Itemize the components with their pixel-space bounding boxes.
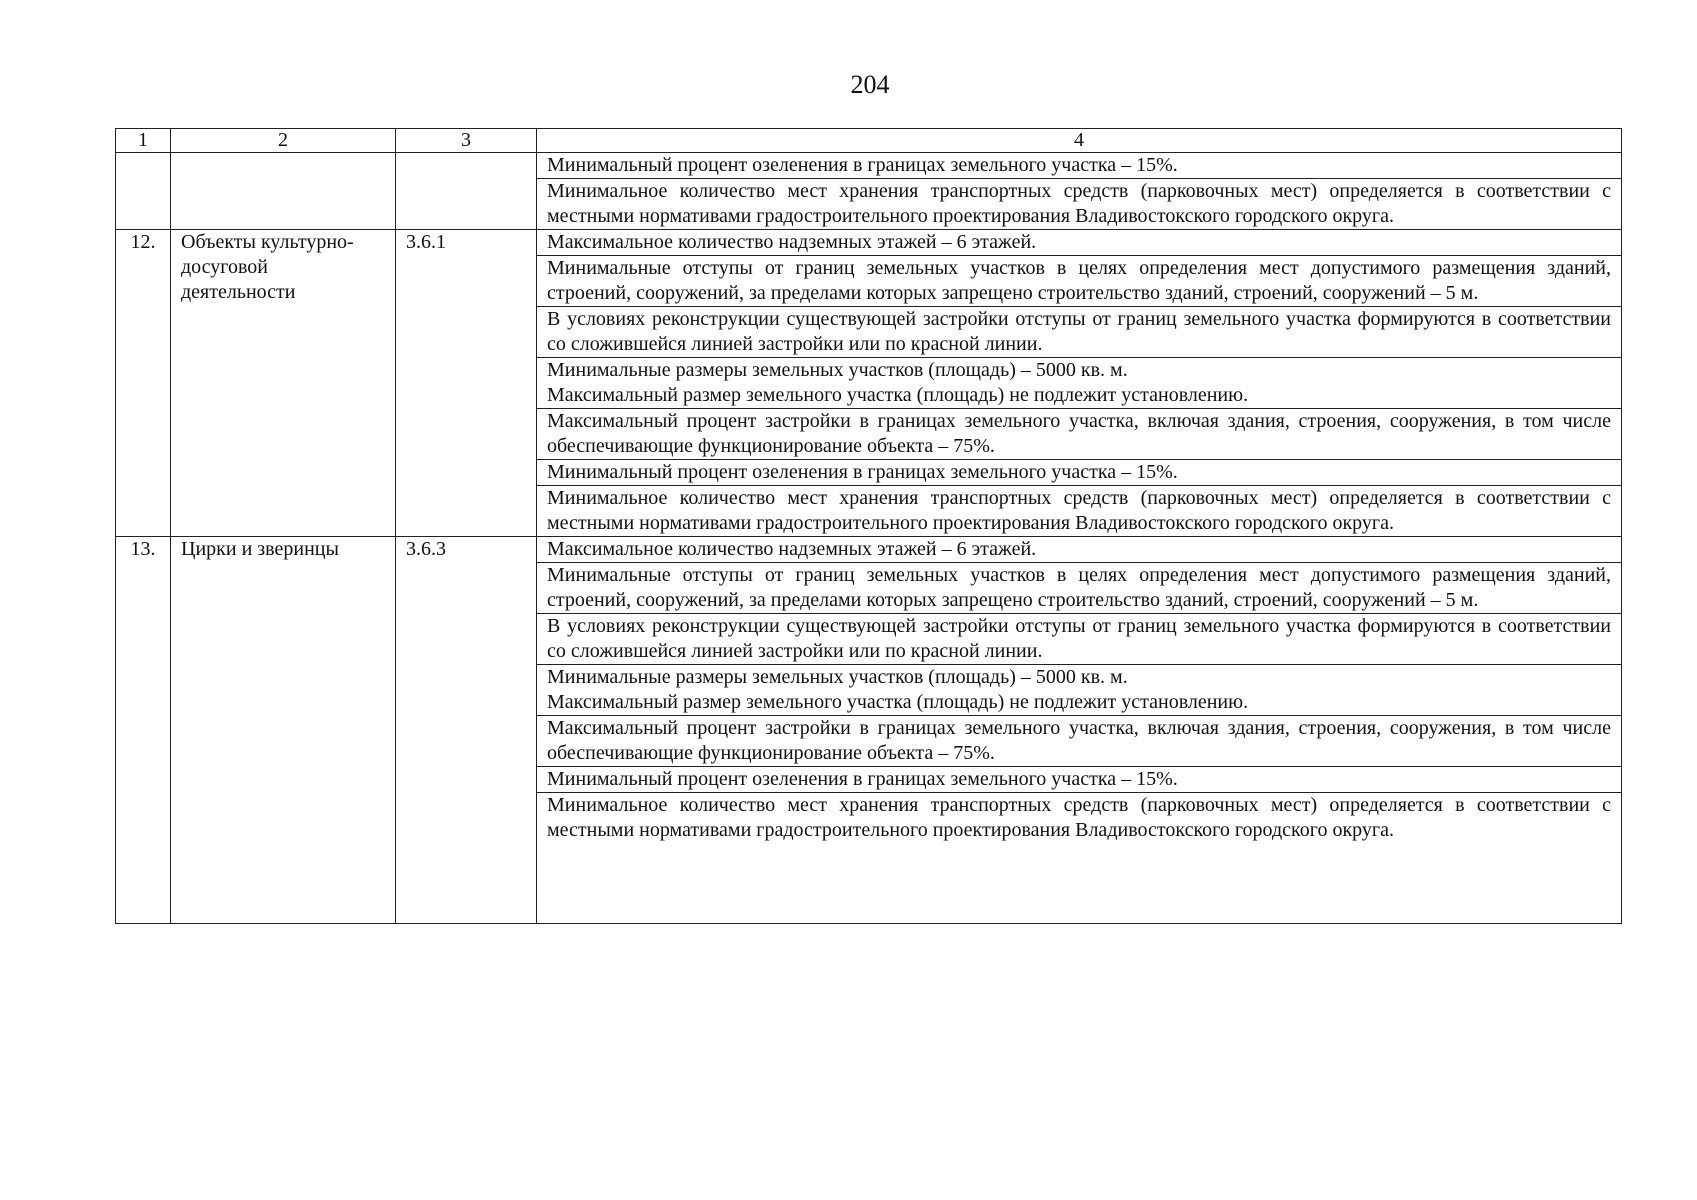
requirement-text: Минимальный процент озеленения в границах земельного участка – 15%.: [547, 461, 1178, 483]
requirement-text: Максимальный процент застройки в границах земельного участка, включая здания, строения, сооружения, в том числе обеспечивающие функционирование объекта – 75%.: [547, 410, 1611, 457]
requirement-cell: [537, 793, 1622, 924]
requirement-cell: [537, 153, 1622, 179]
requirement-cell: [537, 179, 1622, 230]
requirement-cell: [537, 307, 1622, 358]
column-header-3: 3: [396, 129, 537, 153]
use-code-cell: 3.6.1: [396, 230, 537, 537]
column-header-4: 4: [537, 129, 1622, 153]
column-header-2: 2: [171, 129, 396, 153]
requirement-cell: [537, 563, 1622, 614]
row-number-cell: 12.: [116, 230, 171, 537]
row-number-cell: [116, 153, 171, 230]
table-row: [116, 537, 1622, 563]
requirement-text: Минимальные отступы от границ земельных участков в целях определения мест допустимого размещения зданий, строений, сооружений, за пределами которых запрещено строительство зданий, строений, сооружений – 5 м.: [547, 564, 1611, 611]
requirement-text: Максимальный размер земельного участка (площадь) не подлежит установлению.: [547, 691, 1249, 713]
table-header-row: [116, 129, 1622, 153]
table-row: [116, 230, 1622, 256]
object-name-cell: Цирки и зверинцы: [171, 537, 396, 924]
requirement-text: Максимальное количество надземных этажей – 6 этажей.: [547, 538, 1037, 560]
requirement-text: Минимальное количество мест хранения транспортных средств (парковочных мест) определяется в соответствии с местными нормативами градостроительного проектирования Владивостокского городского округа.: [547, 794, 1611, 841]
requirement-text: Минимальный процент озеленения в границах земельного участка – 15%.: [547, 768, 1178, 790]
requirement-text: Минимальные отступы от границ земельных участков в целях определения мест допустимого размещения зданий, строений, сооружений, за пределами которых запрещено строительство зданий, строений, сооружений – 5 м.: [547, 257, 1611, 304]
requirement-text: Минимальный процент озеленения в границах земельного участка – 15%.: [547, 154, 1178, 176]
requirement-cell: [537, 537, 1622, 563]
use-code-cell: [396, 153, 537, 230]
object-name-cell: Объекты культурно-досуговой деятельности: [171, 230, 396, 537]
requirement-cell: [537, 486, 1622, 537]
requirement-cell: [537, 716, 1622, 767]
requirement-cell: [537, 256, 1622, 307]
requirement-text: Максимальный размер земельного участка (площадь) не подлежит установлению.: [547, 384, 1249, 406]
regulations-table: [115, 128, 1622, 924]
requirement-text: Минимальное количество мест хранения транспортных средств (парковочных мест) определяется в соответствии с местными нормативами градостроительного проектирования Владивостокского городского округа.: [547, 180, 1611, 227]
use-code-cell: 3.6.3: [396, 537, 537, 924]
requirement-text: Максимальный процент застройки в границах земельного участка, включая здания, строения, сооружения, в том числе обеспечивающие функционирование объекта – 75%.: [547, 717, 1611, 764]
requirement-text: Максимальное количество надземных этажей – 6 этажей.: [547, 231, 1037, 253]
object-name-cell: [171, 153, 396, 230]
requirement-text: Минимальные размеры земельных участков (площадь) – 5000 кв. м.: [547, 666, 1128, 688]
requirement-cell: [537, 230, 1622, 256]
requirement-cell: [537, 409, 1622, 460]
requirement-text: В условиях реконструкции существующей застройки отступы от границ земельного участка формируются в соответствии со сложившейся линией застройки или по красной линии.: [547, 308, 1611, 355]
requirement-cell: [537, 614, 1622, 665]
requirement-text: Минимальное количество мест хранения транспортных средств (парковочных мест) определяется в соответствии с местными нормативами градостроительного проектирования Владивостокского городского округа.: [547, 487, 1611, 534]
row-number-cell: 13.: [116, 537, 171, 924]
table-row: [116, 153, 1622, 179]
requirement-cell: [537, 460, 1622, 486]
column-header-1: 1: [116, 129, 171, 153]
page-number: 204: [850, 70, 890, 99]
requirement-text: Минимальные размеры земельных участков (площадь) – 5000 кв. м.: [547, 359, 1128, 381]
requirement-cell: [537, 767, 1622, 793]
requirement-cell: [537, 358, 1622, 409]
requirement-cell: [537, 665, 1622, 716]
requirement-text: В условиях реконструкции существующей застройки отступы от границ земельного участка формируются в соответствии со сложившейся линией застройки или по красной линии.: [547, 615, 1611, 662]
